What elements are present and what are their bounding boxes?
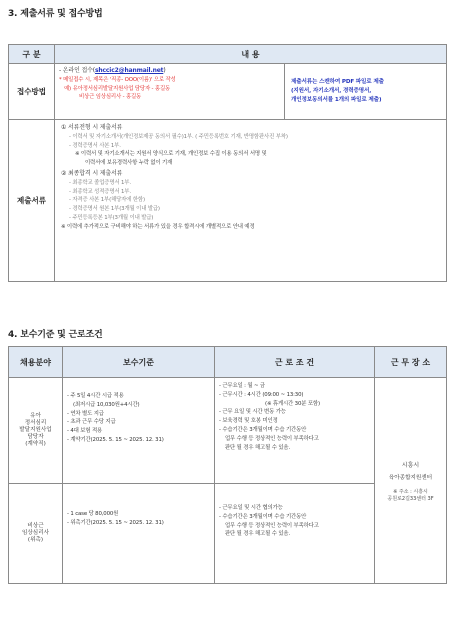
final-item: - 최종학교 성적증명서 1부. [69,188,131,195]
header-content: 내 용 [55,45,447,64]
work-2-line: 업무 수행 등 정상적인 능력이 부족하다고 [225,522,319,529]
pay-conditions-table [8,346,447,584]
mail-example-1: 예) 유아정서심리발달지원사업 담당자 - 홍길동 [64,85,171,92]
header-field: 채용분야 [9,347,63,378]
work-1-line: 업무 수행 등 정상적인 능력이 부족하다고 [225,435,319,442]
mail-example-2: 비상근 임상심리사 - 홍길동 [79,94,142,101]
field-1-line: (계약직) [25,441,46,447]
header-pay: 보수기준 [63,347,215,378]
place-center: 육아종합지원센터 [388,475,433,481]
pay-1-line: - 4대 보험 적용 [67,428,103,435]
field-2-line: 임상심리사 [21,530,50,536]
pay-1 [63,378,215,484]
doc-note: 이력서에 보유경력사항 누락 없이 기재 [85,160,173,167]
field-2-line: (위촉) [27,537,44,543]
online-prefix: - 온라인 접수( [59,67,95,74]
header-category: 구 분 [9,45,55,64]
work-1-line: (※ 휴게시간 30분 포함) [265,400,320,407]
final-item: - 주민등록등본 1부(3개월 이내 발급) [69,214,154,221]
pay-1-line: - 주 5일 4시간 시급 적용 [67,393,124,399]
place-address-label: ※ 주소 : 시흥시 [393,489,428,495]
final-item: - 경력증명서 원본 1부(3개월 이내 발급) [69,206,160,213]
work-1-line: - 수습기간은 3개월이며 수습 기간동안 [219,426,307,433]
pay-1-line: - 연차 별도 지급 [67,410,104,417]
work-1-line: - 근무요일 : 월 ~ 금 [219,383,265,389]
work-2-line: - 수습기간은 3개월이며 수습 기간동안 [219,513,307,520]
final-item: - 최종학교 졸업증명서 1부. [69,179,131,186]
pay-2 [63,484,215,584]
doc-stage-title: ① 서류전형 시 제출서류 [61,124,123,131]
pay-1-line: - 초과 근무 수당 지급 [67,419,116,426]
field-1-line: 유아 [30,413,41,419]
method-note [285,64,447,120]
final-item: - 자격증 사본 1부(해당자에 한함) [69,197,145,204]
work-1-line: - 근무시간 : 4시간 (09:00 ~ 13:30) [219,391,304,398]
work-1-line: 판단 될 경우 해고될 수 있음. [225,444,291,451]
field-2-line: 비상근 [27,523,44,529]
work-2-line: - 근무요일 및 시간 협의가능 [219,505,283,511]
header-place: 근 무 장 소 [375,347,447,378]
section3-title: 3. 제출서류 및 접수방법 [8,9,103,19]
pay-1-line: - 계약기간(2025. 5. 15 ~ 2025. 12. 31) [67,436,164,443]
doc-note: ※ 이력서 및 자기소개서는 지원서 양식으로 기재, 개인정보 수집 이용 동의서 서명 및 [75,151,267,158]
online-submission [59,67,280,76]
docs-label: 제출서류 [9,120,55,282]
docs-content [55,120,447,282]
work-1 [215,378,375,484]
pay-2-line: - 1 case 당 80,000원 [67,511,119,517]
method-content [55,64,285,120]
field-1-line: 담당자 [27,434,44,440]
field-1-line: 정서심리 [24,420,47,426]
work-place [375,378,447,584]
work-2 [215,484,375,584]
note-line-2: (지원서, 자기소개서, 경력증명서, [291,88,372,95]
final-stage-title: ② 최종합격 시 제출서류 [61,169,123,177]
method-label: 접수방법 [9,64,55,120]
docs-footnote: ※ 이력에 추가적으로 구비해야 하는 서류가 있을 경우 합격시에 개별적으로 안내 예정 [61,223,255,230]
work-1-line: - 근무 요일 및 시간 변동 가능 [219,409,286,416]
note-line-3: 개인정보동의서를 1개의 파일로 제출) [291,96,382,103]
section4-title: 4. 보수기준 및 근로조건 [8,330,103,340]
place-city: 시흥시 [401,462,420,469]
note-line-1: 제출서류는 스캔하여 PDF 파일로 제출 [291,79,384,86]
field-2 [9,484,63,584]
mail-subject-rule: * 메일접수 시, 제목은 '직종- OOO(이름)' 으로 작성 [59,76,176,83]
pay-1-line: (최저시급 10,030원+4시간) [73,401,140,408]
pay-2-line: - 위촉기간(2025. 5. 15 ~ 2025. 12. 31) [67,519,164,526]
header-conditions: 근 로 조 건 [215,347,375,378]
doc-item: - 이력서 및 자기소개서(개인정보제공 동의서 필수)1부. ( 주민등록번호 기재, 반명함판사진 부착) [69,133,288,140]
field-1 [9,378,63,484]
online-suffix: ) [163,67,166,74]
doc-item: - 경력증명서 사본 1부. [69,142,121,149]
submission-table [8,44,447,282]
work-2-line: 판단 될 경우 해고될 수 있음. [225,531,291,538]
email-link[interactable]: shccic2@hanmail.net [94,67,164,74]
work-1-line: - 보육경력 및 호봉 미인정 [219,418,278,425]
place-address: 공원로2길33센터 3F [387,495,434,502]
field-1-line: 발달지원사업 [19,427,52,433]
